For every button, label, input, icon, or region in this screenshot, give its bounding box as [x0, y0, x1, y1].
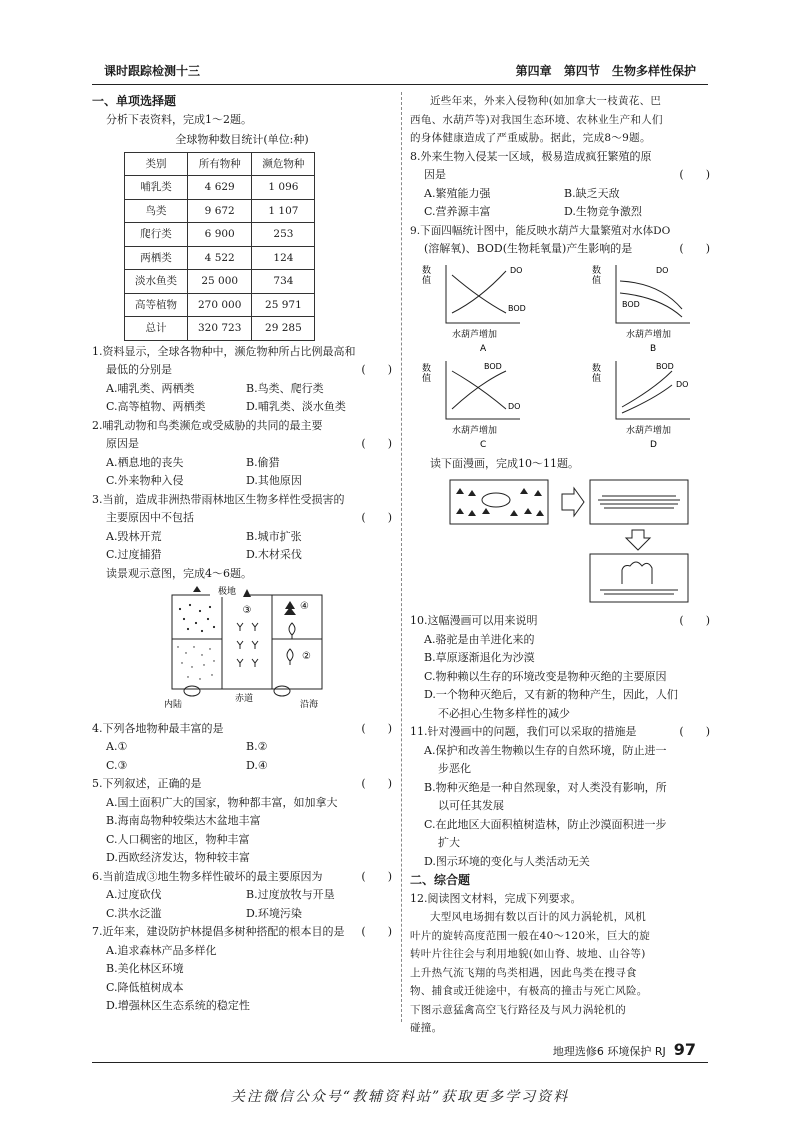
- table-row: [125, 270, 315, 294]
- bod-label: BOD: [656, 361, 674, 371]
- question-stem: (溶解氧)、BOD(生物耗氧量)产生影响的是: [424, 242, 633, 255]
- table-header: 所有物种: [188, 152, 252, 176]
- bod-curve: [452, 371, 506, 409]
- x-label: 水葫芦增加: [626, 329, 672, 340]
- question-stem: 9.下面四幅统计图中，能反映水葫芦大量繁殖对水体DO: [410, 224, 671, 237]
- table-cell: 淡水鱼类: [125, 270, 188, 294]
- y-label: 数: [422, 265, 432, 276]
- option-continued: 扩大: [438, 836, 460, 849]
- x-label: 水葫芦增加: [452, 329, 498, 340]
- x-label: 水葫芦增加: [626, 425, 672, 436]
- option: D.其他原因: [246, 474, 302, 487]
- y-label: 值: [592, 373, 602, 384]
- graph-label: B: [650, 343, 657, 354]
- answer-blank[interactable]: ( ): [679, 725, 710, 738]
- landscape-diagram: [92, 583, 392, 713]
- table-cell: 270 000: [188, 293, 252, 317]
- header-rule: [92, 84, 708, 85]
- worksheet-title: 课时跟踪检测十三: [104, 64, 201, 78]
- y-label: 值: [422, 373, 432, 384]
- option-continued: 以可任其发展: [438, 799, 504, 812]
- passage-line: 上升热气流飞翔的鸟类相遇，因此鸟类在搜寻食: [410, 966, 637, 979]
- graph-label: D: [650, 439, 657, 449]
- option: D.生物竞争激烈: [564, 205, 642, 218]
- option: C.高等植物、两栖类: [106, 400, 206, 413]
- do-label: DO: [508, 401, 521, 411]
- option: B.缺乏天敌: [564, 186, 620, 200]
- question-stem: 1.资料显示，全球各物种中，濒危物种所占比例最高和: [92, 344, 356, 358]
- tree-icon-inland: [184, 686, 200, 696]
- left-column: [92, 92, 392, 1016]
- question-stem: 7.近年来，建设防护林提倡多树种搭配的根本目的是: [92, 925, 345, 938]
- do-label: DO: [510, 265, 523, 275]
- table-row: [125, 176, 315, 200]
- answer-blank[interactable]: ( ): [361, 363, 392, 376]
- do-curve: [452, 271, 506, 313]
- table-cell: 鸟类: [125, 199, 188, 223]
- table-cell: 爬行类: [125, 223, 188, 247]
- table-cell: 哺乳类: [125, 176, 188, 200]
- bod-label: BOD: [508, 303, 526, 313]
- passage-line: 转叶片往往会与利用地貌(如山脊、坡地、山谷等): [410, 948, 646, 960]
- y-label: 数: [422, 363, 432, 374]
- option: D.一个物种灭绝后，又有新的物种产生，因此，人们: [424, 688, 678, 701]
- x-label: 水葫芦增加: [452, 425, 498, 436]
- option: B.②: [246, 740, 268, 753]
- option: B.海南岛物种较柴达木盆地丰富: [106, 814, 261, 827]
- option: B.美化林区环境: [106, 962, 184, 975]
- graph-c: [422, 361, 520, 449]
- graph-d: [592, 361, 690, 449]
- question-stem: 6.当前造成③地生物多样性破坏的最主要原因为: [92, 869, 323, 883]
- option: A.哺乳类、两栖类: [106, 381, 195, 395]
- option: D.增强林区生态系统的稳定性: [106, 999, 250, 1012]
- table-row: [125, 199, 315, 223]
- answer-blank[interactable]: ( ): [361, 511, 392, 524]
- table-header-row: [125, 152, 315, 176]
- question-5: [92, 775, 392, 868]
- chapter-title: 第四章 第四节 生物多样性保护: [515, 64, 696, 78]
- option: C.过度捕猎: [106, 548, 162, 561]
- y-label: 数: [592, 265, 602, 276]
- option: B.物种灭绝是一种自然现象，对人类没有影响，所: [424, 780, 667, 794]
- question-2: [92, 417, 392, 491]
- table-cell: 高等植物: [125, 293, 188, 317]
- book-title: 地理选修6 环境保护 RJ: [552, 1045, 666, 1058]
- option: A.国土面积广大的国家，物种都丰富，如加拿大: [106, 795, 338, 809]
- footer: [553, 1040, 696, 1059]
- table-cell: 4 629: [188, 176, 252, 200]
- goat-icon: [482, 493, 510, 507]
- question-stem: 10.这幅漫画可以用来说明: [410, 614, 538, 627]
- table-cell: 734: [252, 270, 315, 294]
- option-continued: 不必担心生物多样性的减少: [438, 706, 570, 720]
- footer-rule: [92, 1062, 708, 1063]
- graph-a: [422, 264, 526, 354]
- option: D.木材采伐: [246, 548, 302, 561]
- passage-line: 下图示意猛禽高空飞行路径及与风力涡轮机的: [410, 1003, 626, 1016]
- conifer-icon: [284, 601, 296, 615]
- option: A.保护和改善生物赖以生存的自然环境，防止进一: [424, 743, 667, 757]
- answer-blank[interactable]: ( ): [361, 869, 392, 883]
- option: D.环境污染: [246, 906, 302, 920]
- passage-line: 近些年来，外来入侵物种(如加拿大一枝黄花、巴: [430, 95, 662, 107]
- label-coast: 沿海: [300, 700, 319, 710]
- axes: [446, 265, 523, 323]
- option: B.草原逐渐退化为沙漠: [424, 651, 535, 664]
- question-stem: 2.哺乳动物和鸟类濒危或受威胁的共同的最主要: [92, 418, 323, 432]
- question-7: [92, 923, 392, 1016]
- question-stem: 4.下列各地物种最丰富的是: [92, 721, 224, 735]
- do-bod-graphs: [410, 259, 710, 449]
- question-stem: 主要原因中不包括: [106, 511, 194, 524]
- intro-text-3: 读下面漫画，完成10～11题。: [430, 457, 579, 470]
- marker-2: ②: [302, 651, 311, 662]
- passage-line: 碰撞。: [410, 1022, 443, 1034]
- table-cell: 253: [252, 223, 315, 247]
- option: A.追求森林产品多样化: [106, 943, 217, 957]
- question-9: [410, 222, 710, 259]
- option: B.鸟类、爬行类: [246, 381, 324, 395]
- cartoon: [410, 474, 710, 606]
- option: A.繁殖能力强: [424, 186, 491, 200]
- question-stem: 8.外来生物入侵某一区域，极易造成疯狂繁殖的原: [410, 149, 652, 163]
- table-cell: 29 285: [252, 317, 315, 341]
- passage-line: 的身体健康造成了严重威胁。据此，完成8～9题。: [410, 132, 651, 144]
- option: D.西欧经济发达，物种较丰富: [106, 851, 250, 864]
- table-row: [125, 246, 315, 270]
- table-cell: 1 096: [252, 176, 315, 200]
- bod-curve: [452, 275, 506, 313]
- graph-label: C: [480, 439, 487, 449]
- intro-text-2: 读景观示意图，完成4～6题。: [106, 566, 252, 580]
- option: D.图示环境的变化与人类活动无关: [424, 854, 590, 868]
- tree-icon: [289, 623, 295, 639]
- y-label: 值: [592, 275, 602, 286]
- table-header: 类别: [125, 152, 188, 176]
- dots-pattern: [177, 604, 215, 680]
- option-continued: 步恶化: [438, 762, 471, 775]
- camel-icon: [622, 562, 652, 584]
- column-divider: [401, 92, 402, 1022]
- question-stem: 11.针对漫画中的问题，我们可以采取的措施是: [410, 725, 637, 738]
- passage-line: 物、捕食或迁徙途中，有极高的撞击与死亡风险。: [410, 985, 648, 997]
- question-10: [410, 612, 710, 723]
- y-label: 值: [422, 275, 432, 286]
- passage-line: 西龟、水葫芦等)对我国生态环境、农林业生产和人们: [410, 113, 663, 126]
- answer-blank[interactable]: ( ): [361, 721, 392, 735]
- option: C.人口稠密的地区，物种丰富: [106, 832, 250, 846]
- table-cell: 1 107: [252, 199, 315, 223]
- bod-label: BOD: [484, 361, 502, 371]
- option: C.洪水泛滥: [106, 906, 162, 920]
- label-inland: 内陆: [164, 700, 183, 710]
- cartoon-panel-2: [590, 480, 688, 524]
- species-table: [124, 152, 315, 341]
- table-cell: 25 971: [252, 293, 315, 317]
- option: B.过度放牧与开垦: [246, 888, 335, 901]
- question-stem: 3.当前，造成非洲热带雨林地区生物多样性受损害的: [92, 492, 345, 506]
- question-4: [92, 720, 392, 776]
- table-row: [125, 223, 315, 247]
- table-cell: 124: [252, 246, 315, 270]
- marker-4: ④: [300, 601, 309, 612]
- question-stem: 原因是: [106, 437, 139, 450]
- answer-blank[interactable]: ( ): [361, 437, 392, 450]
- answer-blank[interactable]: ( ): [361, 777, 392, 790]
- do-label: DO: [676, 379, 689, 389]
- label-equator: 赤道: [234, 694, 254, 704]
- y-label: 数: [592, 363, 602, 374]
- option: A.毁林开荒: [106, 529, 162, 543]
- option: C.③: [106, 758, 128, 772]
- option: C.降低植树成本: [106, 980, 184, 994]
- option: B.偷猎: [246, 455, 280, 469]
- table-title: 全球物种数目统计(单位:种): [175, 133, 309, 146]
- question-1: [92, 343, 392, 417]
- table-cell: 9 672: [188, 199, 252, 223]
- right-column: [410, 92, 710, 1038]
- do-curve: [622, 385, 672, 413]
- table-cell: 25 000: [188, 270, 252, 294]
- question-6: [92, 868, 392, 924]
- section-title: 一、单项选择题: [92, 94, 177, 108]
- option: A.栖息地的丧失: [106, 455, 184, 469]
- tree-icon-coast: [274, 686, 290, 696]
- option: C.在此地区大面积植树造林，防止沙漠面积进一步: [424, 817, 667, 831]
- option: A.骆驼是由羊进化来的: [424, 632, 535, 646]
- bod-curve: [622, 371, 672, 407]
- option: A.①: [106, 740, 128, 753]
- option: D.哺乳类、淡水鱼类: [246, 400, 346, 413]
- table-cell: 320 723: [188, 317, 252, 341]
- tree-icon-2: [287, 649, 293, 665]
- question-3: [92, 491, 392, 565]
- question-12-stem: 12.阅读图文材料，完成下列要求。: [410, 891, 582, 905]
- arrow-down-icon: [626, 530, 650, 550]
- table-row: [125, 293, 315, 317]
- answer-blank[interactable]: ( ): [679, 614, 710, 627]
- promo-text: 关注微信公众号“教辅资料站”获取更多学习资料: [230, 1089, 570, 1105]
- page-number: 97: [673, 1040, 696, 1059]
- grass-pattern: [237, 623, 258, 667]
- question-11: [410, 723, 710, 871]
- passage-line: 叶片的旋转高度范围一般在40～120米，巨大的旋: [410, 929, 651, 942]
- graph-b: [592, 264, 690, 354]
- table-cell: 两栖类: [125, 246, 188, 270]
- answer-blank[interactable]: ( ): [679, 242, 710, 255]
- question-stem: 最低的分别是: [106, 363, 172, 376]
- option: C.营养源丰富: [424, 205, 491, 218]
- graph-label: A: [480, 343, 487, 354]
- question-stem: 因是: [424, 168, 446, 181]
- option: A.过度砍伐: [106, 888, 162, 901]
- option: D.④: [246, 758, 268, 772]
- label-polar: 极地: [217, 587, 237, 597]
- marker-3: ③: [242, 605, 252, 616]
- option: C.外来物种入侵: [106, 474, 184, 487]
- question-8: [410, 148, 710, 222]
- table-cell: 4 522: [188, 246, 252, 270]
- do-curve: [452, 371, 506, 409]
- answer-blank[interactable]: ( ): [361, 925, 392, 938]
- table-header: 濒危物种: [252, 152, 315, 176]
- option: B.城市扩张: [246, 529, 302, 543]
- section-title-2: 二、综合题: [410, 873, 471, 887]
- question-stem: 5.下列叙述，正确的是: [92, 777, 202, 790]
- table-cell: 6 900: [188, 223, 252, 247]
- answer-blank[interactable]: ( ): [679, 168, 710, 181]
- do-label: DO: [656, 265, 669, 275]
- table-cell: 总计: [125, 317, 188, 341]
- bod-label: BOD: [622, 299, 640, 309]
- arrow-right-icon: [562, 488, 584, 516]
- passage-line: 大型风电场拥有数以百计的风力涡轮机，风机: [430, 911, 646, 923]
- intro-text: 分析下表资料，完成1～2题。: [106, 112, 252, 126]
- table-row: [125, 317, 315, 341]
- option: C.物种赖以生存的环境改变是物种灭绝的主要原因: [424, 669, 667, 683]
